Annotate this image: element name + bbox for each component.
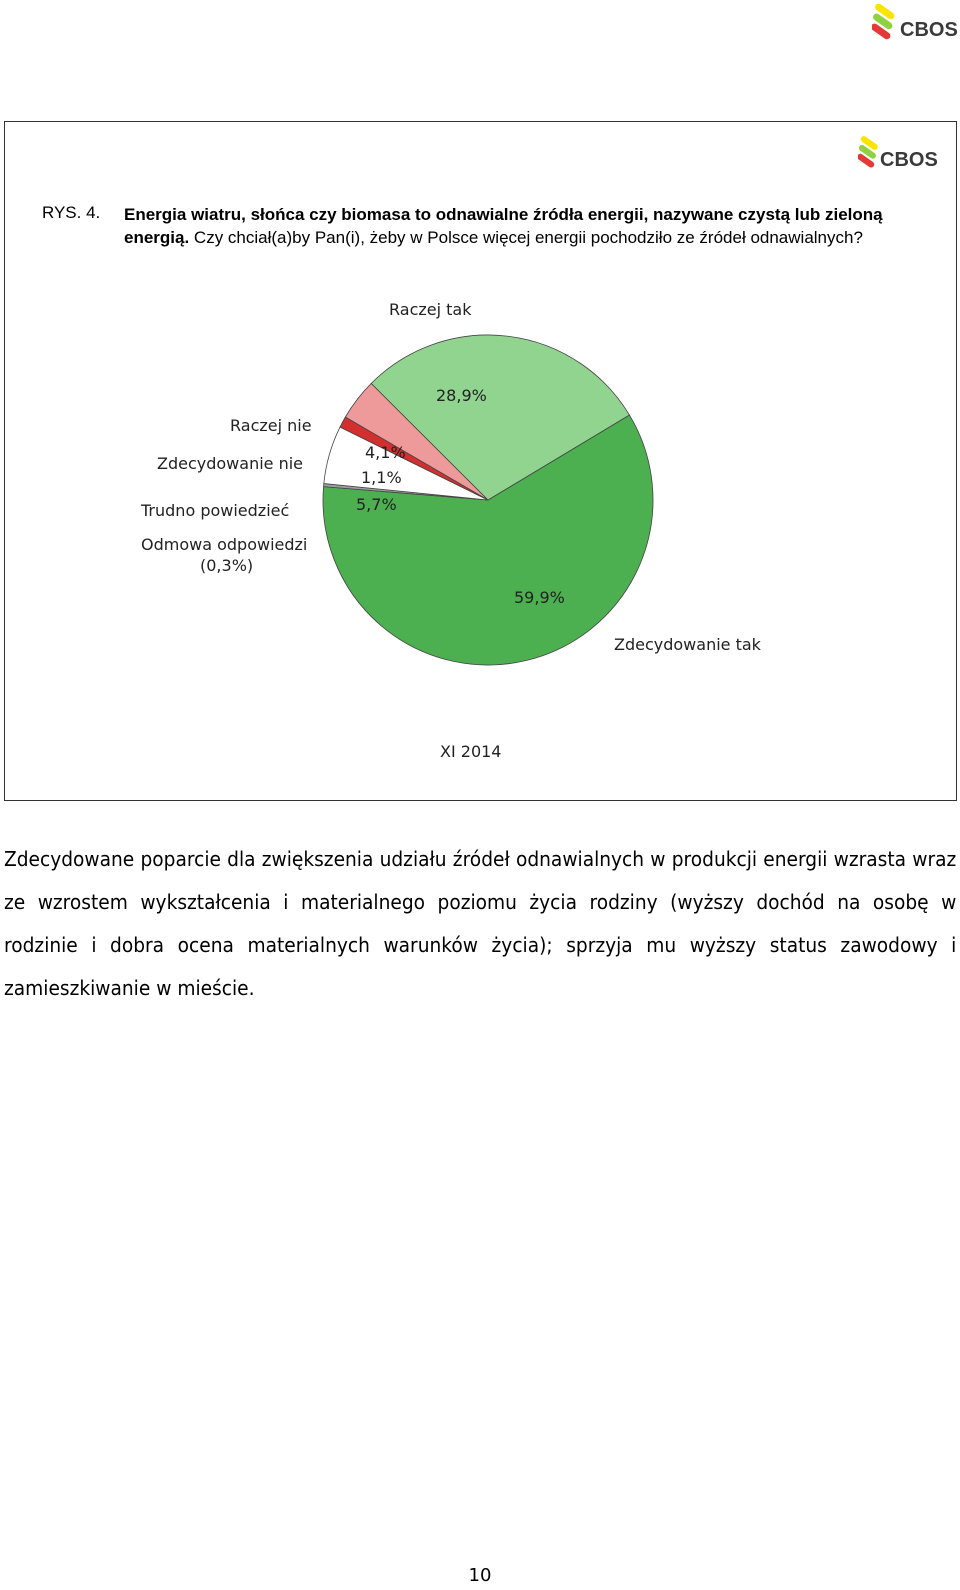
body-paragraph <box>4 838 957 1010</box>
value-label-zdecydowanie-tak: 59,9% <box>514 588 565 607</box>
chart-caption: XI 2014 <box>440 742 502 761</box>
body-paragraph-text: Zdecydowane poparcie dla zwiększenia udziału źródeł odnawialnych w produkcji energii wzrasta wraz ze wzrostem wykształcenia i materialnego poziomu życia rodziny (wyższy dochód na osobę w rodzinie i dobra ocena materialnych warunków życia); sprzyja mu wyższy status zawodowy i zamieszkiwanie w mieście. <box>4 847 957 1000</box>
value-label-raczej-nie: 4,1% <box>365 443 406 462</box>
figure-label: RYS. 4. <box>42 203 101 222</box>
cbos-logo-figure-text: CBOS <box>880 149 938 171</box>
category-label-raczej-tak: Raczej tak <box>389 300 472 319</box>
category-label-zdecydowanie-tak: Zdecydowanie tak <box>614 635 761 654</box>
category-label-raczej-nie: Raczej nie <box>230 416 312 435</box>
category-label-odmowa-value: (0,3%) <box>200 556 254 575</box>
value-label-zdecydowanie-nie: 1,1% <box>361 468 402 487</box>
value-label-trudno: 5,7% <box>356 495 397 514</box>
value-label-raczej-tak: 28,9% <box>436 386 487 405</box>
figure-question-bold: Energia wiatru, słońca czy biomasa to odnawialne źródła energii, nazywane czystą lub zieloną energią. <box>124 205 883 247</box>
figure-question-normal: Czy chciał(a)by Pan(i), żeby w Polsce więcej energii pochodziło ze źródeł odnawialnych? <box>189 228 863 247</box>
category-label-zdecydowanie-nie: Zdecydowanie nie <box>157 454 304 473</box>
category-label-odmowa: Odmowa odpowiedzi <box>141 535 308 554</box>
cbos-logo-text: CBOS <box>900 19 958 41</box>
page-number: 10 <box>468 1565 492 1586</box>
category-label-trudno: Trudno powiedzieć <box>141 501 290 520</box>
